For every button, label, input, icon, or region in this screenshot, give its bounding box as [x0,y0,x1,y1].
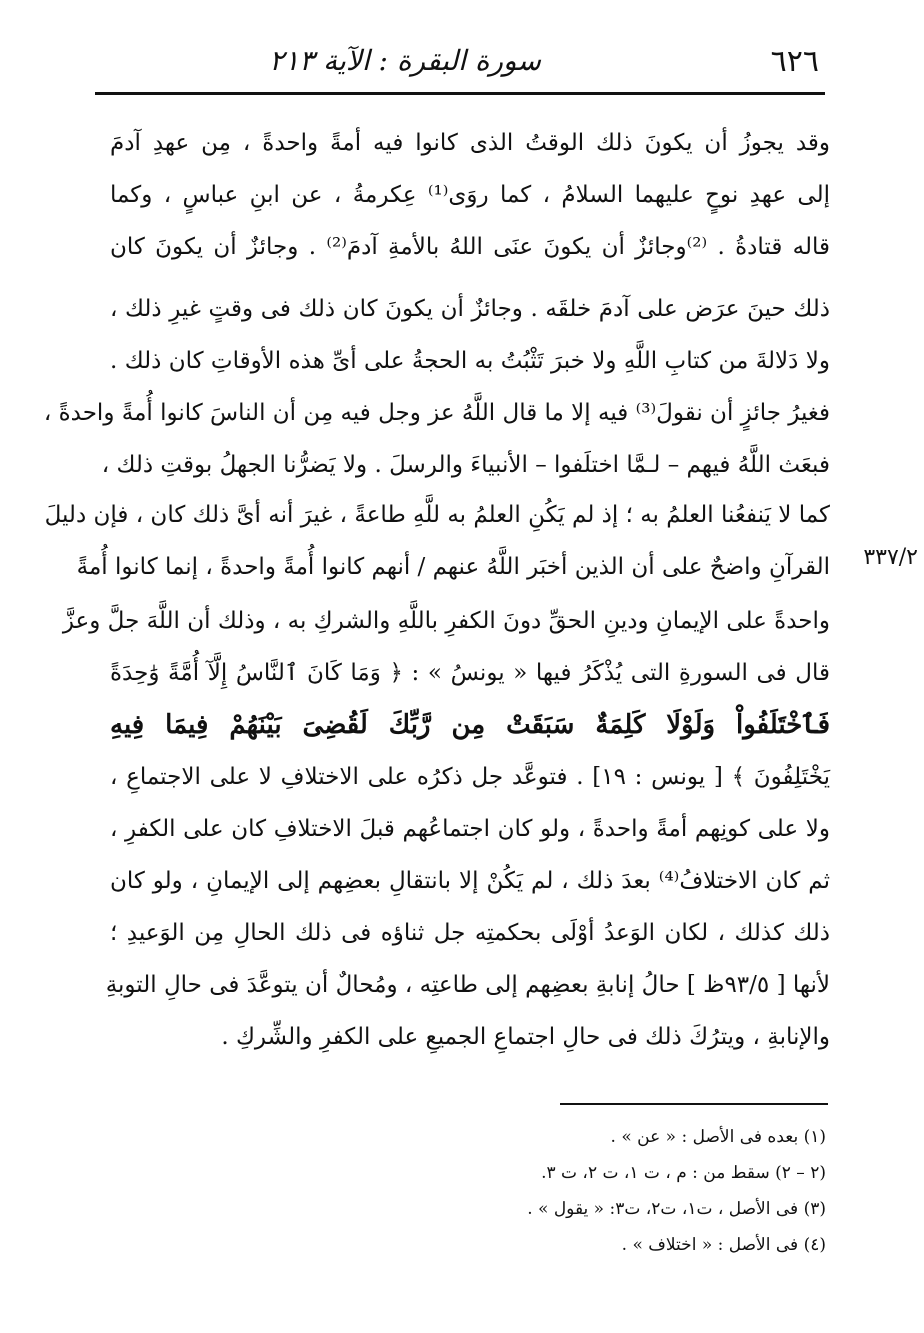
running-title: سورة البقرة : الآية ٢١٣ [269,44,541,77]
text-line: يَخْتَلِفُونَ ﴾ [ يونس : ١٩] . فتوعَّد جل ذكرُه على الاختلافِ لا على الاجتماعِ ، [110,764,830,790]
footnote: (٤) فى الأصل : « اختلاف » . [621,1235,826,1255]
text-line: إلى عهدِ نوحٍ عليهما السلامُ ، كما روَى⁽¹⁾ عِكرمةُ ، عن ابنِ عباسٍ ، وكما [110,182,830,208]
text-line: فبعَث اللَّهُ فيهم – لـمَّا اختلَفوا – الأنبياءَ والرسلَ . ولا يَضرُّنا الجهلُ بوقتِ ذلك ، [101,452,830,478]
page-number: ٦٢٦ [770,44,819,79]
text-line: ذلك كذلك ، لكان الوَعدُ أوْلَى بحكمتِه جل ثناؤه فى ذلك الحالِ مِن الوَعيدِ ؛ [110,920,830,946]
text-line: لأنها [ ٩٣/٥ظ ] حالُ إنابةِ بعضِهم إلى طاعتِه ، ومُحالٌ أن يتوعَّدَ فى حالِ التوبةِ [105,972,830,998]
page-header [95,40,825,92]
text-line: كما لا يَنفعُنا العلمُ به ؛ إذ لم يَكُنِ العلمُ به للَّهِ طاعةً ، غيرَ أنه أىَّ ذلك كان ، فإن دليلَ [44,502,830,528]
text-line: قاله قتادةُ . ⁽²⁾وجائزٌ أن يكونَ عنَى اللهُ بالأمةِ آدمَ⁽²⁾ . وجائزٌ أن يكونَ كان [110,234,830,260]
text-line: قال فى السورةِ التى يُذْكَرُ فيها « يونسُ » : ﴿ وَمَا كَانَ ٱلنَّاسُ إِلَّآ أُمَّةً وَٰحِدَةً [110,660,830,686]
text-line: القرآنِ واضحٌ على أن الذين أخبَر اللَّهُ عنهم / أنهم كانوا أُمةً واحدةً ، إنما كانوا أُمةً [76,554,830,580]
footnote: (٣) فى الأصل ، ت١، ت٢، ت٣: « يقول » . [527,1199,826,1219]
text-line: ثم كان الاختلافُ⁽⁴⁾ بعدَ ذلك ، لم يَكُنْ إلا بانتقالِ بعضِهم إلى الإيمانِ ، ولو كان [110,868,831,894]
text-line: ذلك حينَ عرَض على آدمَ خلقَه . وجائزٌ أن يكونَ كان ذلك فى وقتٍ غيرِ ذلك ، [110,296,830,322]
footnote-rule [560,1103,828,1105]
quran-verse-line: فَٱخْتَلَفُواْ وَلَوْلَا كَلِمَةٌ سَبَقَتْ مِن رَّبِّكَ لَقُضِىَ بَيْنَهُمْ فِيمَا فِيهِ [110,710,830,740]
text-line: ولا دَلالةَ من كتابِ اللَّهِ ولا خبرَ تَثْبُتُ به الحجةُ على أىِّ هذه الأوقاتِ كان ذلك . [110,348,830,374]
footnote: (٢ – ٢) سقط من : م ، ت ١، ت ٢، ت ٣. [541,1163,826,1183]
text-line: وقد يجوزُ أن يكونَ ذلك الوقتُ الذى كانوا فيه أمةً واحدةً ، مِن عهدِ آدمَ [110,130,830,156]
text-line: والإنابةِ ، ويترُكَ ذلك فى حالِ اجتماعِ الجميعِ على الكفرِ والشِّركِ . [221,1024,830,1050]
footnote: (١) بعده فى الأصل : « عن » . [610,1127,826,1147]
margin-reference: ٣٣٧/٢ [863,545,918,570]
text-line: واحدةً على الإيمانِ ودينِ الحقِّ دونَ الكفرِ باللَّهِ والشركِ به ، وذلك أن اللَّهَ جلَّ وعزَّ [62,608,830,634]
text-line: فغيرُ جائزٍ أن نقولَ⁽³⁾ فيه إلا ما قال اللَّهُ عز وجل فيه مِن أن الناسَ كانوا أُمةً واحدةً ، [43,400,830,426]
text-line: ولا على كونِهم أمةً واحدةً ، ولو كان اجتماعُهم قبلَ الاختلافِ كان على الكفرِ ، [110,816,830,842]
header-rule [95,92,825,95]
